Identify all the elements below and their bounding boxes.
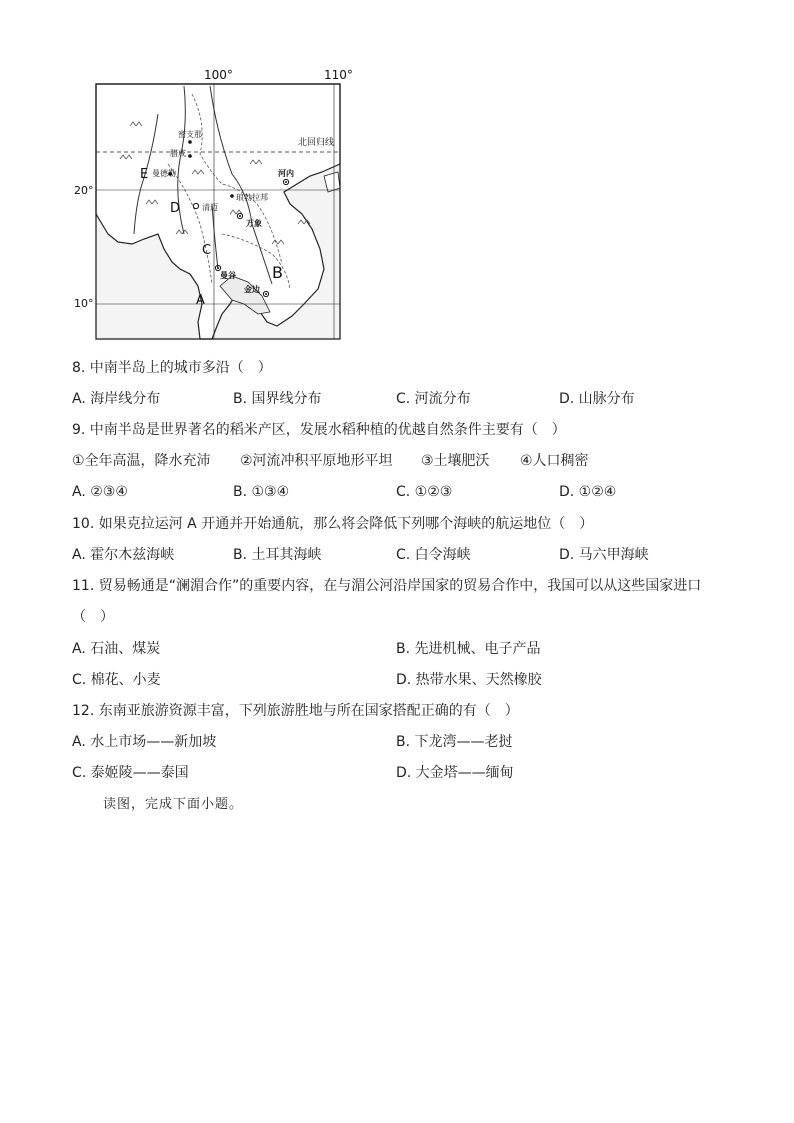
q10-option-a[interactable]: A. 霍尔木兹海峡 (72, 547, 175, 563)
q11-option-b[interactable]: B. 先进机械、电子产品 (396, 641, 541, 657)
q11-option-a[interactable]: A. 石油、煤炭 (72, 641, 161, 657)
question-11-stem: 11. 贸易畅通是“澜湄合作”的重要内容，在与湄公河沿岸国家的贸易合作中，我国可以从这些国家进口 (72, 578, 702, 594)
map-letter-a: A (196, 293, 205, 308)
q8-option-d[interactable]: D. 山脉分布 (559, 391, 635, 407)
map-letter-e: E (140, 167, 149, 182)
q10-option-d[interactable]: D. 马六甲海峡 (559, 547, 649, 563)
svg-text:河内: 河内 (278, 169, 294, 178)
svg-text:琅勃拉邦: 琅勃拉邦 (236, 193, 268, 202)
q9-condition-4: ④人口稠密 (520, 453, 589, 469)
q8-option-c[interactable]: C. 河流分布 (396, 391, 471, 407)
q11-option-d[interactable]: D. 热带水果、天然橡胶 (396, 672, 542, 688)
city-mandalay (152, 168, 176, 178)
q9-option-a[interactable]: A. ②③④ (72, 484, 128, 500)
map-letter-b: B (272, 263, 283, 282)
lon-label-110: 110° (324, 68, 353, 82)
q8-option-b[interactable]: B. 国界线分布 (233, 391, 322, 407)
q9-option-d[interactable]: D. ①②④ (559, 484, 617, 500)
q9-condition-2: ②河流冲积平原地形平坦 (240, 453, 393, 469)
svg-text:腊戍: 腊戍 (170, 149, 186, 158)
q10-option-b[interactable]: B. 土耳其海峡 (233, 547, 322, 563)
city-luang-prabang (230, 192, 268, 202)
q12-option-a[interactable]: A. 水上市场——新加坡 (72, 734, 217, 750)
indochina-map (72, 64, 362, 346)
question-8-stem: 8. 中南半岛上的城市多沿（ ） (72, 360, 272, 376)
q9-condition-3: ③土壤肥沃 (421, 453, 490, 469)
q9-option-b[interactable]: B. ①③④ (233, 484, 290, 500)
q10-option-c[interactable]: C. 白令海峡 (396, 547, 471, 563)
svg-text:金边: 金边 (244, 285, 260, 294)
lon-label-100: 100° (204, 68, 233, 82)
question-11-stem-cont: （ ） (72, 609, 114, 625)
map-svg (72, 64, 362, 346)
question-9-stem: 9. 中南半岛是世界著名的稻米产区，发展水稻种植的优越自然条件主要有（ ） (72, 422, 566, 438)
tropic-label: 北回归线 (298, 138, 335, 148)
q9-condition-1: ①全年高温，降水充沛 (72, 453, 211, 469)
svg-text:万象: 万象 (246, 219, 262, 228)
q12-option-b[interactable]: B. 下龙湾——老挝 (396, 734, 513, 750)
q8-option-a[interactable]: A. 海岸线分布 (72, 391, 161, 407)
q9-option-c[interactable]: C. ①②③ (396, 484, 453, 500)
q11-option-c[interactable]: C. 棉花、小麦 (72, 672, 161, 688)
q12-option-d[interactable]: D. 大金塔——缅甸 (396, 765, 514, 781)
lat-label-10: 10° (74, 297, 94, 310)
map-letter-d: D (170, 201, 181, 216)
svg-text:清迈: 清迈 (202, 203, 218, 212)
question-10-stem: 10. 如果克拉运河 A 开通并开始通航，那么将会降低下列哪个海峡的航运地位（ ） (72, 516, 594, 532)
svg-text:曼德勒: 曼德勒 (152, 169, 176, 178)
lat-label-20: 20° (74, 184, 94, 197)
question-12-stem: 12. 东南亚旅游资源丰富，下列旅游胜地与所在国家搭配正确的有（ ） (72, 703, 519, 719)
reading-instruction: 读图，完成下面小题。 (103, 797, 244, 812)
svg-text:密支那: 密支那 (178, 130, 202, 139)
map-letter-c: C (202, 243, 212, 258)
svg-text:曼谷: 曼谷 (220, 271, 236, 280)
q12-option-c[interactable]: C. 泰姬陵——泰国 (72, 765, 189, 781)
